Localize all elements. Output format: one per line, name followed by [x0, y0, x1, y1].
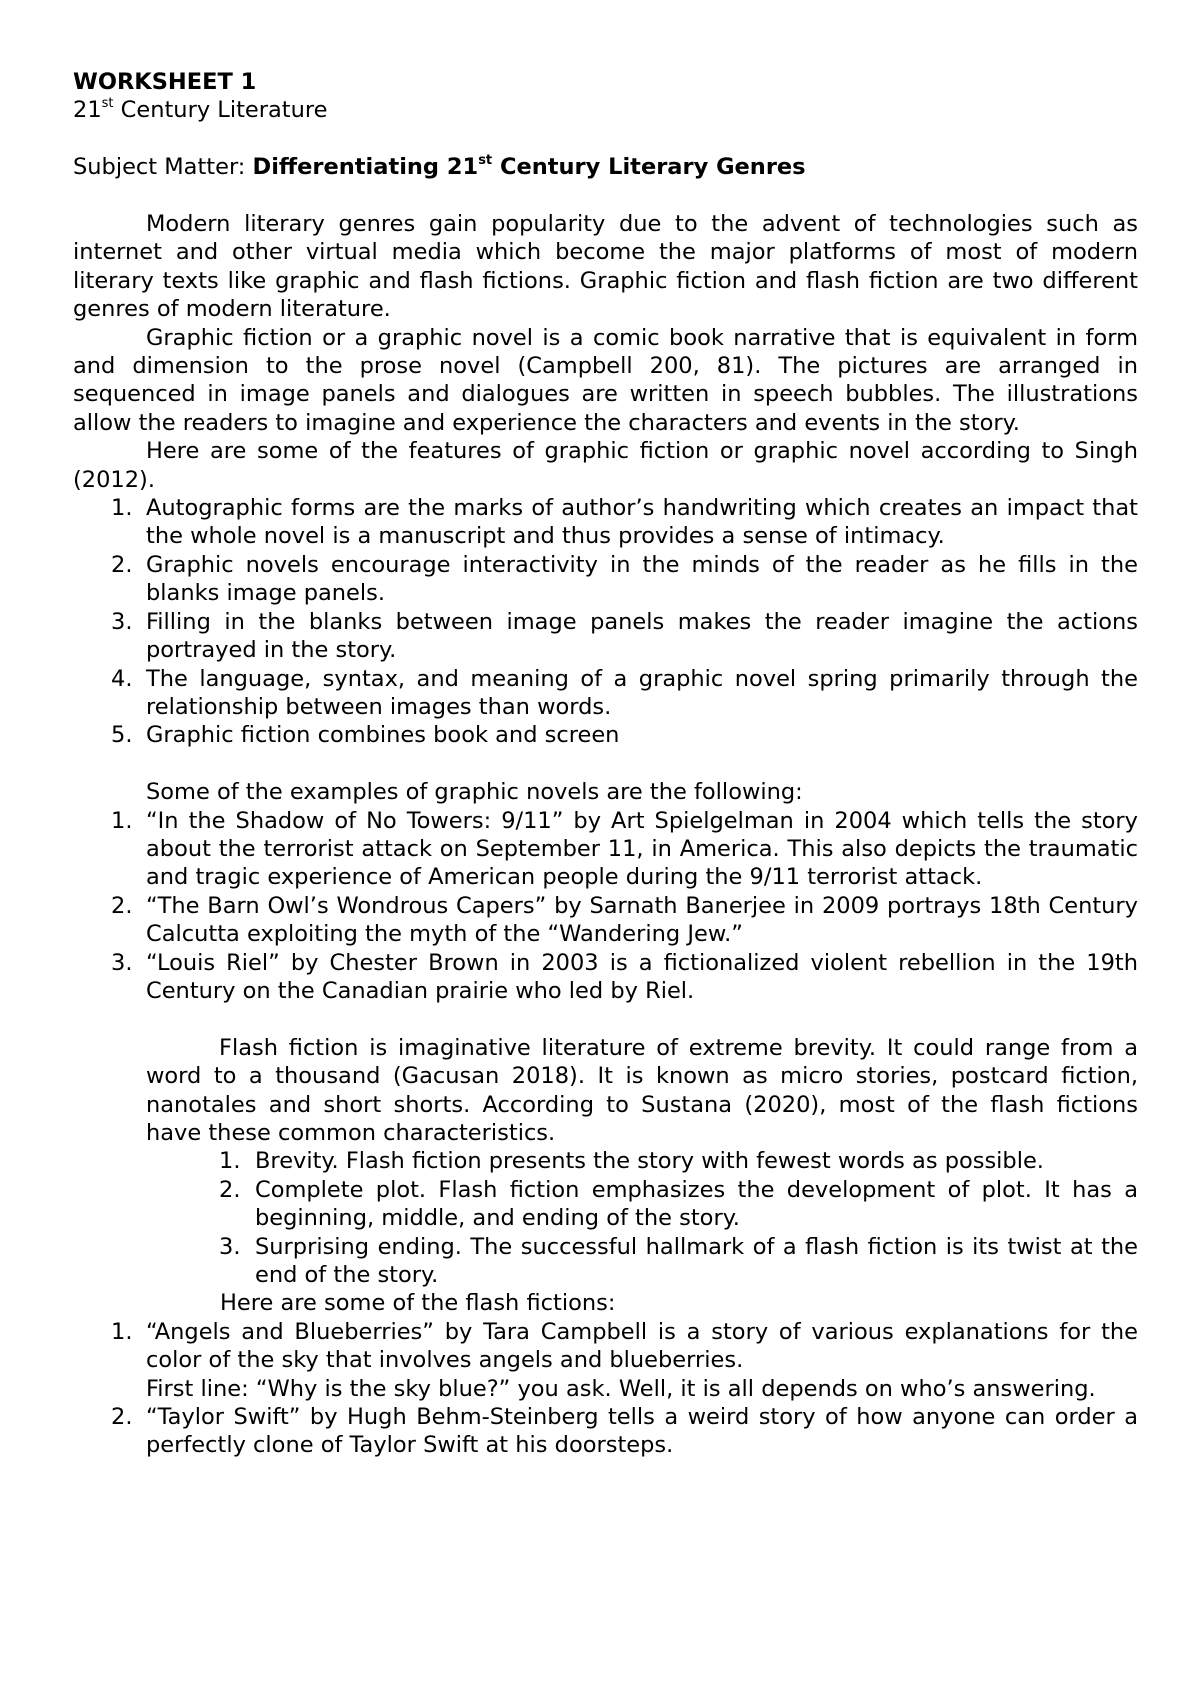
list-item: 2. “Taylor Swift” by Hugh Behm-Steinberg tells a weird story of how anyone can order a perfectly clone of Taylor Swift at his doorsteps. [111, 1404, 1138, 1459]
flash-section [73, 1034, 1138, 1148]
worksheet-title: WORKSHEET 1 [73, 69, 257, 95]
course-name: 21st Century Literature [73, 95, 328, 124]
list-item: 3. Filling in the blanks between image panels makes the reader imagine the actions portrayed in the story. [111, 608, 1138, 664]
graphic-examples-list [73, 807, 1138, 1006]
flash-examples-intro: Here are some of the flash fictions: [220, 1290, 616, 1317]
graphic-examples-intro: Some of the examples of graphic novels are the following: [146, 779, 803, 806]
intro-paragraph-3: Here are some of the features of graphic fiction or graphic novel according to Singh (2012). [73, 438, 1138, 493]
list-item: 4. The language, syntax, and meaning of a graphic novel spring primarily through the relationship between images than words. [111, 665, 1138, 720]
list-item: 3. “Louis Riel” by Chester Brown in 2003 is a fictionalized violent rebellion in the 19th Century on the Canadian prairie who led by Riel. [111, 949, 1138, 1004]
list-item: 2. Complete plot. Flash fiction emphasizes the development of plot. It has a beginning, middle, and ending of the story. [219, 1176, 1138, 1232]
intro-paragraph-1: Modern literary genres gain popularity due to the advent of technologies such as internet and other virtual media which become the major platforms of most of modern literary texts like graphic and flash fictions. Graphic fiction and flash fiction are two different genres of modern literature. [73, 211, 1138, 323]
list-item: 1. Autographic forms are the marks of author’s handwriting which creates an impact that the whole novel is a manuscript and thus provides a sense of intimacy. [111, 495, 1138, 550]
list-item: 1. “Angels and Blueberries” by Tara Campbell is a story of various explanations for the color of the sky that involves angels and blueberries. First line: “Why is the sky blue?” you ask. Well, it is all depends on who’s answering. [111, 1318, 1138, 1402]
list-item: 2. “The Barn Owl’s Wondrous Capers” by Sarnath Banerjee in 2009 portrays 18th Century Calcutta exploiting the myth of the “Wandering Jew.” [111, 892, 1138, 948]
list-item: 1. Brevity. Flash fiction presents the story with fewest words as possible. [219, 1148, 1044, 1175]
list-item: 2. Graphic novels encourage interactivity in the minds of the reader as he fills in the blanks image panels. [111, 551, 1138, 607]
list-item: 1. “In the Shadow of No Towers: 9/11” by Art Spielgelman in 2004 which tells the story about the terrorist attack on September 11, in America. This also depicts the traumatic and tragic experience of American people during the 9/11 terrorist attack. [111, 807, 1138, 891]
flash-paragraph: Flash fiction is imaginative literature of extreme brevity. It could range from a word to a thousand (Gacusan 2018). It is known as micro stories, postcard fiction, nanotales and short shorts. According to Sustana (2020), most of the flash fictions have these common characteristics. [146, 1034, 1138, 1146]
graphic-features-list [73, 494, 1138, 750]
flash-examples-list [73, 1318, 1138, 1460]
list-item: 3. Surprising ending. The successful hallmark of a flash fiction is its twist at the end of the story. [219, 1233, 1138, 1288]
worksheet-page [73, 68, 1138, 1460]
intro-paragraph-2: Graphic fiction or a graphic novel is a comic book narrative that is equivalent in form and dimension to the prose novel (Campbell 200, 81). The pictures are arranged in sequenced in image panels and dialogues are written in speech bubbles. The illustrations allow the readers to imagine and experience the characters and events in the story. [73, 324, 1138, 436]
list-item: 5. Graphic fiction combines book and screen [111, 722, 620, 749]
flash-characteristics-list [73, 1147, 1138, 1289]
subject-matter: Subject Matter: Differentiating 21st Century Literary Genres [73, 152, 806, 181]
